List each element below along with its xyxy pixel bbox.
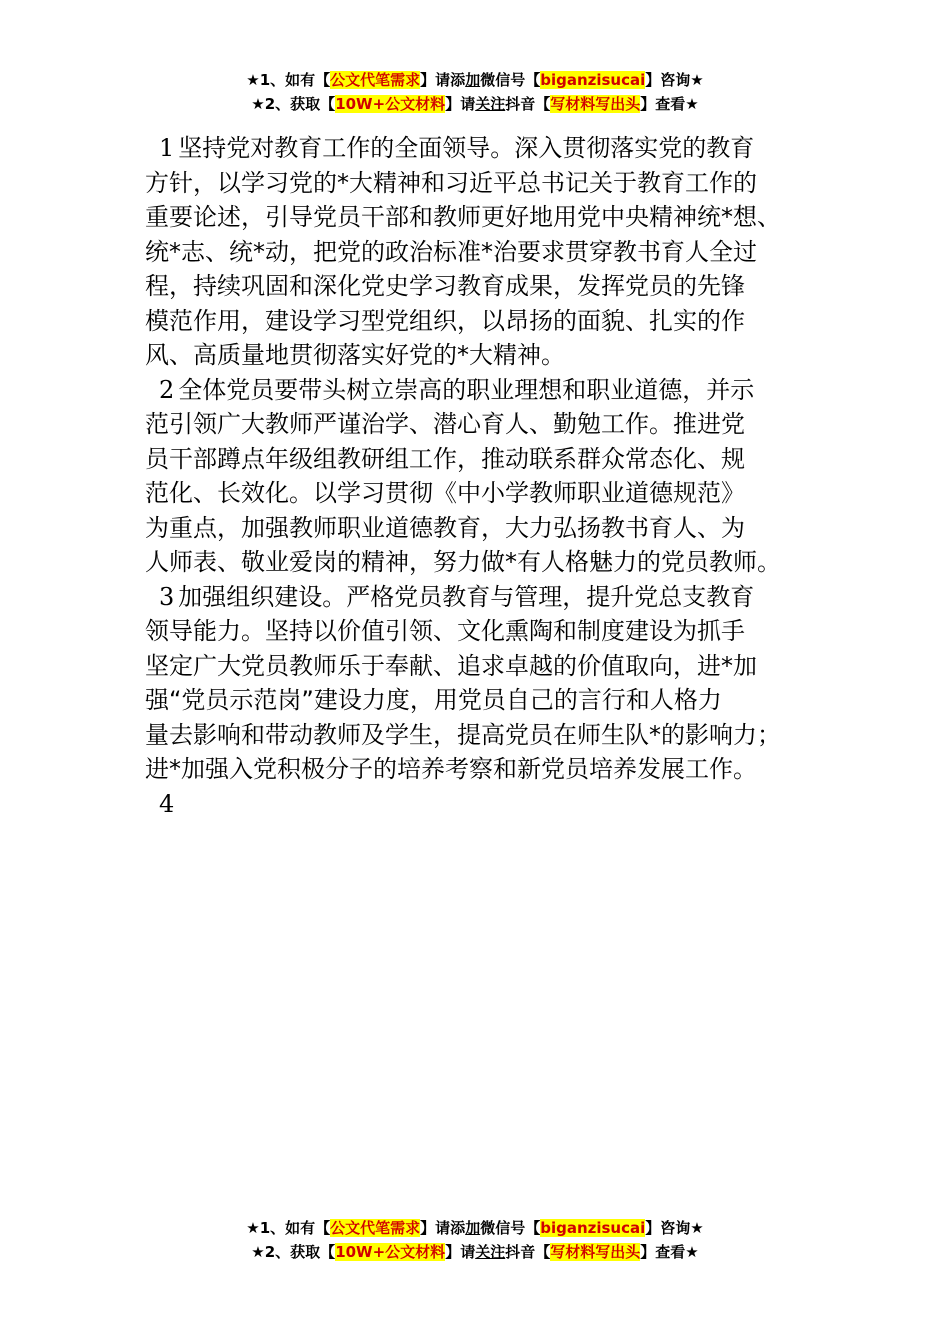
banner-line-1 bbox=[0, 1216, 950, 1240]
paragraph-text: 方针，以学习党的*大精神和习近平总书记关于教育工作的 bbox=[145, 168, 757, 197]
banner-text: ★2、获取【 bbox=[251, 1243, 336, 1261]
banner-line-1 bbox=[0, 68, 950, 92]
douyin-account: 写材料写出头 bbox=[550, 1243, 641, 1261]
paragraph-line bbox=[145, 476, 835, 511]
paragraph-text: 量去影响和带动教师及学生，提高党员在师生队*的影响力； bbox=[145, 720, 781, 749]
paragraph-line bbox=[145, 235, 835, 270]
banner-text: 】查看★ bbox=[640, 1243, 699, 1261]
paragraph-line bbox=[145, 131, 835, 166]
highlight-text: 公文代笔需求 bbox=[330, 1219, 421, 1237]
paragraph-number: 1 bbox=[159, 134, 175, 162]
paragraph-text: 领导能力。坚持以价值引领、文化熏陶和制度建设为抓手 bbox=[145, 617, 745, 645]
wechat-id: biganzisucai bbox=[540, 71, 646, 89]
banner-text: 】请 bbox=[445, 95, 476, 113]
highlight-text: 公文代笔需求 bbox=[330, 71, 421, 89]
paragraph-line bbox=[145, 614, 835, 649]
paragraph-text: 统*志、统*动，把党的政治标准*治要求贯穿教书育人全过 bbox=[145, 237, 757, 266]
banner-line-2 bbox=[0, 92, 950, 116]
header-banner bbox=[0, 68, 950, 116]
paragraph-text: 为重点，加强教师职业道德教育，大力弘扬教书育人、为 bbox=[145, 513, 745, 542]
douyin-account: 写材料写出头 bbox=[550, 95, 641, 113]
banner-text: ★1、如有【 bbox=[246, 71, 331, 89]
paragraph-line bbox=[145, 683, 835, 718]
paragraph-line bbox=[145, 200, 835, 235]
banner-text: 】咨询★ bbox=[645, 71, 704, 89]
paragraph-line bbox=[145, 580, 835, 615]
highlight-text: 10W+公文材料 bbox=[335, 1243, 446, 1261]
paragraph-text: 范引领广大教师严谨治学、潜心育人、勤勉工作。推进党 bbox=[145, 410, 745, 438]
paragraph-text: 坚持党对教育工作的全面领导。深入贯彻落实党的教育 bbox=[178, 134, 755, 162]
underlined-text: 关注 bbox=[475, 95, 506, 113]
banner-text: 】请 bbox=[445, 1243, 476, 1261]
paragraph-text: 范化、长效化。以学习贯彻《中小学教师职业道德规范》 bbox=[145, 479, 745, 507]
paragraph-text: 模范作用，建设学习型党组织，以昂扬的面貌、扎实的作 bbox=[145, 306, 745, 335]
banner-text: 】请添 bbox=[420, 71, 466, 89]
paragraph-number: 3 bbox=[159, 582, 175, 611]
paragraph-text: 强“党员示范岗”建设力度，用党员自己的言行和人格力 bbox=[145, 686, 722, 714]
paragraph-line bbox=[145, 304, 835, 339]
paragraph-line bbox=[145, 649, 835, 684]
banner-text: ★2、获取【 bbox=[251, 95, 336, 113]
banner-text: 】咨询★ bbox=[645, 1219, 704, 1237]
paragraph-line bbox=[145, 752, 835, 787]
banner-text: 抖音【 bbox=[505, 1243, 551, 1261]
paragraph-line bbox=[145, 511, 835, 546]
paragraph-text: 重要论述，引导党员干部和教师更好地用党中央精神统*想、 bbox=[145, 203, 781, 231]
paragraph-text: 进*加强入党积极分子的培养考察和新党员培养发展工作。 bbox=[145, 755, 757, 783]
paragraph-text: 风、高质量地贯彻落实好党的*大精神。 bbox=[145, 341, 565, 369]
banner-line-2 bbox=[0, 1240, 950, 1264]
paragraph-text: 加强组织建设。严格党员教育与管理，提升党总支教育 bbox=[178, 582, 755, 611]
banner-text: 微信号【 bbox=[480, 1219, 541, 1237]
paragraph-text: 人师表、敬业爱岗的精神，努力做*有人格魅力的党员教师。 bbox=[145, 548, 781, 576]
paragraph-line bbox=[145, 545, 835, 580]
wechat-id: biganzisucai bbox=[540, 1219, 646, 1237]
paragraph-text: 坚定广大党员教师乐于奉献、追求卓越的价值取向，进*加 bbox=[145, 651, 757, 680]
underlined-text: 关注 bbox=[475, 1243, 506, 1261]
banner-text: 】请添 bbox=[420, 1219, 466, 1237]
banner-text: 抖音【 bbox=[505, 95, 551, 113]
footer-banner bbox=[0, 1216, 950, 1264]
paragraph-line bbox=[145, 166, 835, 201]
paragraph-line bbox=[145, 787, 835, 822]
banner-text: 】查看★ bbox=[640, 95, 699, 113]
banner-text: ★1、如有【 bbox=[246, 1219, 331, 1237]
banner-text: 微信号【 bbox=[480, 71, 541, 89]
paragraph-line bbox=[145, 338, 835, 373]
highlight-text: 10W+公文材料 bbox=[335, 95, 446, 113]
underlined-text: 加 bbox=[465, 1219, 481, 1237]
paragraph-text: 程，持续巩固和深化党史学习教育成果，发挥党员的先锋 bbox=[145, 272, 745, 300]
paragraph-number: 2 bbox=[159, 375, 175, 404]
paragraph-text: 员干部蹲点年级组教研组工作，推动联系群众常态化、规 bbox=[145, 444, 745, 473]
paragraph-line bbox=[145, 407, 835, 442]
paragraph-line bbox=[145, 269, 835, 304]
paragraph-line bbox=[145, 442, 835, 477]
paragraph-number: 4 bbox=[159, 789, 175, 818]
underlined-text: 加 bbox=[465, 71, 481, 89]
paragraph-text: 全体党员要带头树立崇高的职业理想和职业道德，并示 bbox=[178, 375, 755, 404]
document-body bbox=[145, 131, 835, 821]
paragraph-line bbox=[145, 373, 835, 408]
paragraph-line bbox=[145, 718, 835, 753]
